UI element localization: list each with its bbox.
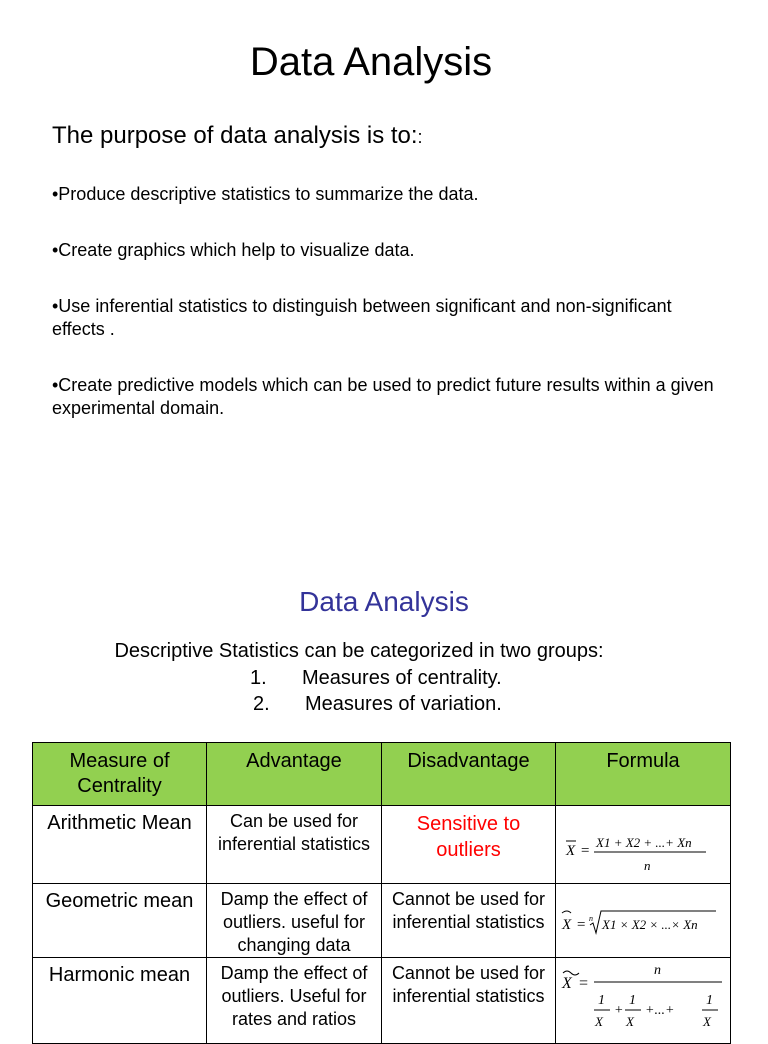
bullet-item: •Use inferential statistics to distinguish between significant and non-significant effects . — [52, 296, 672, 339]
list-text: Measures of centrality. — [302, 667, 502, 689]
bullet-item: •Create graphics which help to visualize data. — [52, 240, 415, 260]
table-row — [33, 884, 731, 958]
purpose-heading — [52, 122, 423, 150]
geometric-mean-formula — [556, 885, 726, 951]
formula-cell — [556, 806, 731, 884]
purpose-text: The purpose of data analysis is to: — [52, 122, 418, 149]
formula-root-index: n — [589, 913, 593, 923]
formula-denominator: n — [644, 857, 651, 873]
advantage-cell: Damp the effect of outliers. useful for changing data — [207, 884, 382, 958]
disadvantage-cell: Cannot be used for inferential statistics — [382, 884, 556, 958]
harmonic-mean-formula — [556, 958, 726, 1036]
column-header: Measure of Centrality — [33, 743, 207, 806]
arithmetic-mean-formula — [556, 807, 726, 877]
formula-lhs: X — [566, 842, 576, 859]
svg-text:1: 1 — [598, 993, 605, 1008]
purpose-suffix: : — [417, 127, 423, 147]
disadvantage-cell: Cannot be used for inferential statistics — [382, 958, 556, 1044]
formula-lhs: X — [562, 975, 572, 992]
measure-cell: Geometric mean — [33, 884, 207, 958]
formula-numerator: n — [654, 963, 661, 978]
table-row — [33, 958, 731, 1044]
formula-lhs: X — [562, 916, 572, 933]
advantage-cell: Damp the effect of outliers. Useful for rates and ratios — [207, 958, 382, 1044]
measure-cell: Arithmetic Mean — [33, 806, 207, 884]
svg-text:1: 1 — [706, 993, 713, 1008]
list-number: 2. — [253, 693, 270, 715]
measure-cell: Harmonic mean — [33, 958, 207, 1044]
list-text: Measures of variation. — [305, 693, 502, 715]
svg-text:X: X — [595, 1014, 603, 1029]
formula-radicand: X1 × X2 × ...× Xn — [602, 916, 698, 932]
svg-text:1: 1 — [629, 993, 636, 1008]
disadvantage-cell: Sensitive to outliers — [382, 806, 556, 884]
advantage-cell: Can be used for inferential statistics — [207, 806, 382, 884]
bullet-item: •Produce descriptive statistics to summarize the data. — [52, 184, 479, 204]
table-row — [33, 806, 731, 884]
svg-text:X: X — [626, 1014, 634, 1029]
centrality-table — [32, 742, 731, 1044]
list-number: 1. — [250, 667, 267, 689]
svg-text:+: + — [614, 1003, 624, 1018]
bullet-item: •Create predictive models which can be used to predict future results within a given experimental domain. — [52, 375, 714, 418]
formula-numerator: X1 + X2 + ...+ Xn — [596, 834, 692, 850]
column-header: Disadvantage — [382, 743, 556, 806]
column-header: Advantage — [207, 743, 382, 806]
table-header-row — [33, 743, 731, 806]
svg-text:X: X — [703, 1014, 711, 1029]
formula-cell — [556, 884, 731, 958]
svg-text:=: = — [580, 842, 591, 859]
slide-title: Data Analysis — [249, 40, 493, 84]
intro-text: Descriptive Statistics can be categorized in two groups: — [114, 640, 604, 662]
slide-title: Data Analysis — [299, 586, 469, 617]
svg-text:=: = — [576, 916, 587, 933]
svg-text:+...+: +...+ — [645, 1003, 675, 1018]
formula-cell — [556, 958, 731, 1044]
column-header: Formula — [556, 743, 731, 806]
svg-text:=: = — [578, 975, 589, 992]
